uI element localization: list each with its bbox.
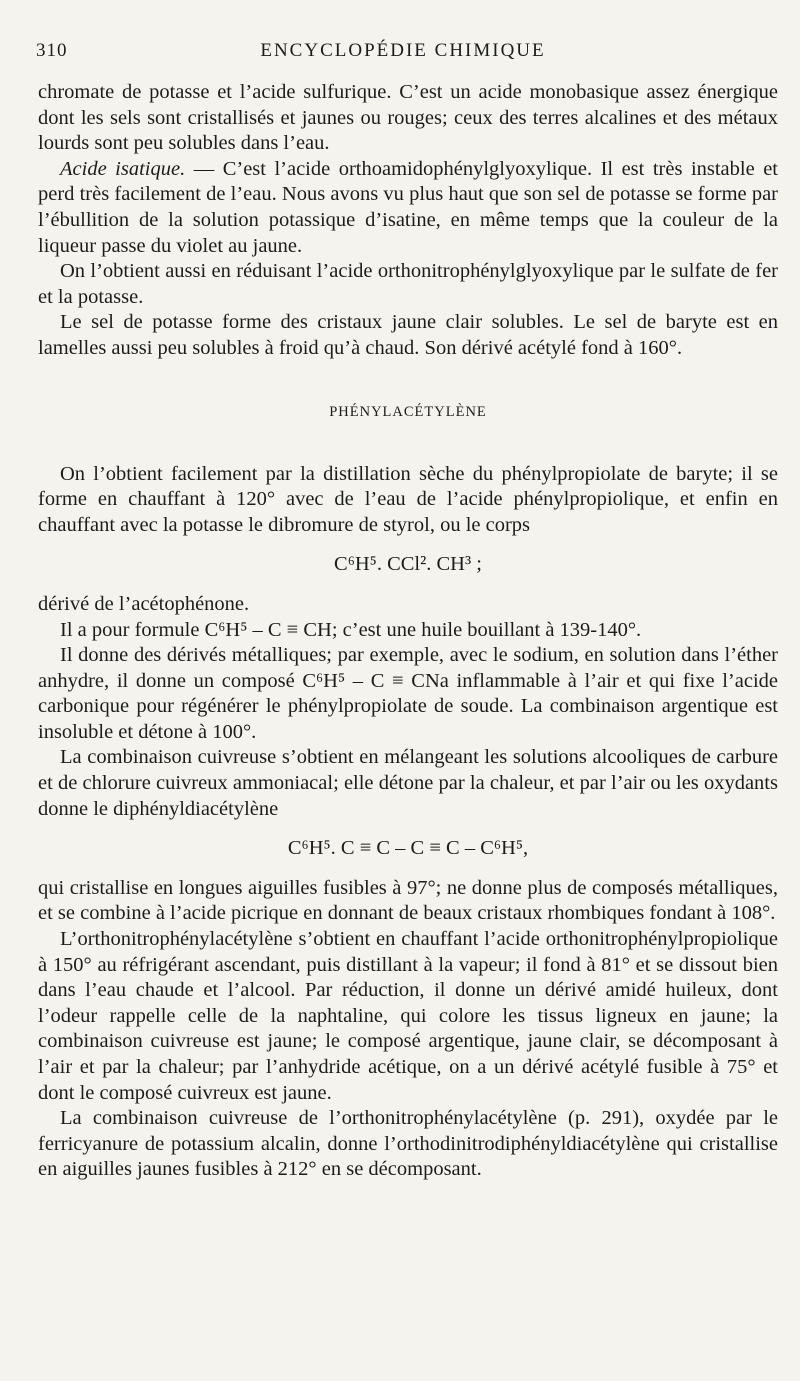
formula: C⁶H⁵. CCl². CH³ ; [334,553,482,576]
paragraph: On l’obtient aussi en réduisant l’acide orthonitrophénylglyoxylique par le sulfate de fer et la potasse. [38,260,778,308]
paragraph: Le sel de potasse forme des cristaux jaune clair solubles. Le sel de baryte est en lamelles aussi peu solubles à froid qu’à chaud. Son dérivé acétylé fond à 160°. [38,311,778,359]
paragraph-text: — C’est l’acide orthoamidophénylglyoxylique. Il est très instable et perd très facilement de l’eau. Nous avons vu plus haut que son sel de potasse se forme par l’ébullition de la solution potassique d’isatine, en même temps que la couleur de la liqueur passe du violet au jaune. [38,157,778,257]
page-body [38,80,778,1183]
term-acide-isatique: Acide isatique. [60,157,186,180]
paragraph: La combinaison cuivreuse s’obtient en mélangeant les solutions alcooliques de carbure et de chlorure cuivreux ammoniacal; elle détone par la chaleur, et par l’air ou les oxydants donne le diphényldiacétylène [38,746,778,820]
paragraph: La combinaison cuivreuse de l’orthonitrophénylacétylène (p. 291), oxydée par le ferricyanure de potassium alcalin, donne l’orthodinitrodiphényldiacétylène qui cristallise en aiguilles jaunes fusibles à 212° en se décomposant. [38,1107,778,1181]
formula: C⁶H⁵. C ≡ C – C ≡ C – C⁶H⁵, [287,837,529,860]
paragraph: Il donne des dérivés métalliques; par exemple, avec le sodium, en solution dans l’éther anhydre, il donne un composé C⁶H⁵ – C ≡ CNa inflammable à l’air et qui fixe l’acide carbonique pour régénérer le phénylpropiolate de soude. La combinaison argentique est insoluble et détone à 100°. [38,644,778,743]
page-header [36,40,770,68]
paragraph-acide-isatique [38,157,778,259]
paragraph: chromate de potasse et l’acide sulfurique. C’est un acide monobasique assez énergique dont les sels sont cristallisés et jaunes ou rouges; ceux des terres alcalines et des métaux lourds sont peu solubles dans l’eau. [38,81,778,155]
paragraph: dérivé de l’acétophénone. [38,592,250,615]
paragraph: On l’obtient facilement par la distillation sèche du phénylpropiolate de baryte; il se forme en chauffant à 120° avec de l’eau de l’acide phénylpropiolique, et enfin en chauffant avec la potasse le dibromure de styrol, ou le corps [38,462,778,536]
section-title: PHÉNYLACÉTYLÈNE [329,403,487,420]
paragraph: L’orthonitrophénylacétylène s’obtient en chauffant l’acide orthonitrophénylpropiolique à 150° au réfrigérant ascendant, puis distillant à la vapeur; il fond à 81° et se dissout bien dans l’eau chaude et l’alcool. Par réduction, il donne un dérivé amidé huileux, dont l’odeur rappelle celle de la naphtaline, qui colore les tissus ligneux en jaune; la combinaison cuivreuse est jaune; le composé argentique, jaune clair, se décomposant à l’air et par la chaleur; par l’anhydride acétique, on a un dérivé acétylé fusible à 75° et dont le composé cuivreux est jaune. [38,928,778,1104]
page-number: 310 [36,40,68,61]
running-title: ENCYCLOPÉDIE CHIMIQUE [260,40,546,61]
paragraph: qui cristallise en longues aiguilles fusibles à 97°; ne donne plus de composés métalliques, et se combine à l’acide picrique en donnant de beaux cristaux rhombiques fondant à 108°. [38,876,778,925]
paragraph: Il a pour formule C⁶H⁵ – C ≡ CH; c’est une huile bouillant à 139-140°. [60,618,642,641]
